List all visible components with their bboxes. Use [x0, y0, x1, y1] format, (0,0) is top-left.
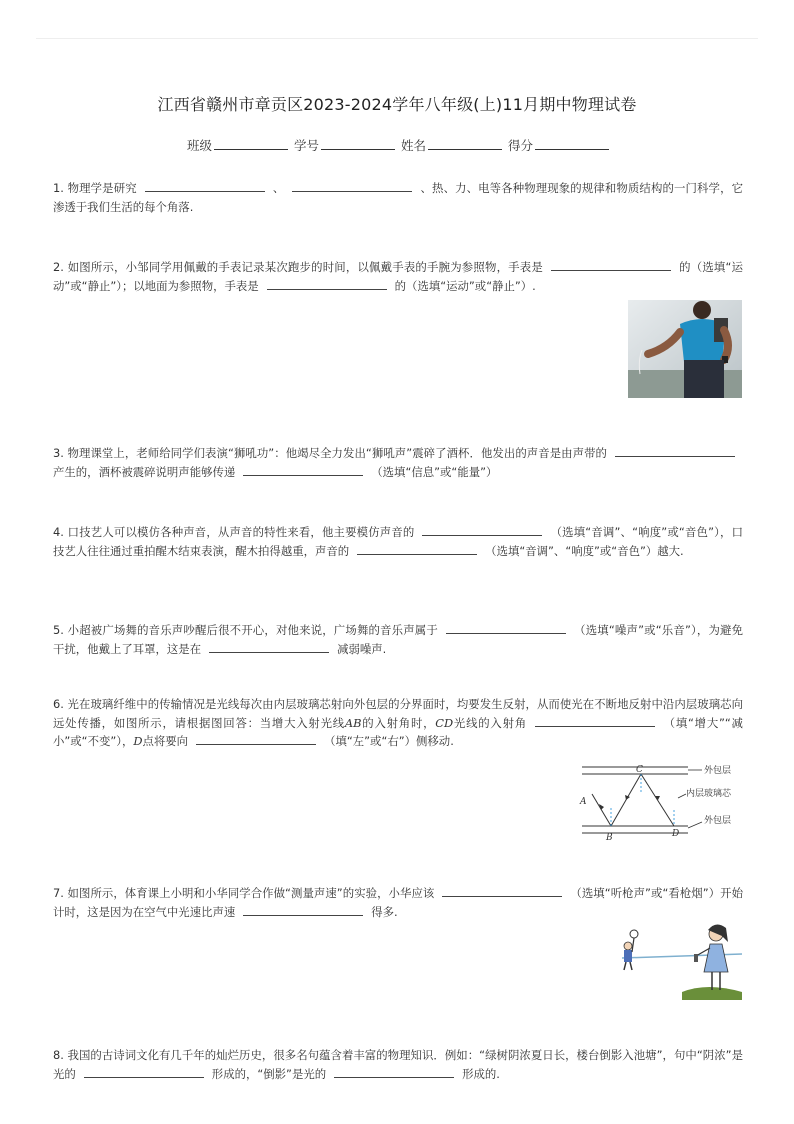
- q6-d-label: D: [133, 734, 143, 748]
- q5-text-1: 5. 小超被广场舞的音乐声吵醒后很不开心，对他来说，广场舞的音乐声属于: [53, 623, 438, 637]
- optical-fiber-svg: [578, 760, 746, 842]
- q8-text-2: 形成的，“倒影”是光的: [211, 1066, 327, 1081]
- optical-fiber-diagram: [578, 760, 746, 842]
- student-info-line: [0, 136, 794, 154]
- student-id-blank[interactable]: [321, 138, 395, 150]
- question-2: [53, 258, 743, 295]
- q2-blank-2[interactable]: [267, 278, 387, 290]
- q4-blank-1[interactable]: [422, 524, 542, 536]
- q6-text-1: 6. 光在玻璃纤维中的传输情况是光线每次由内层玻璃芯射向外包层的分界面时，均要发生反射，从而使光在不断地反射中沿内层玻璃芯向远处传播，如图所示，请根据图回答：当增大入射光线: [53, 697, 743, 730]
- label-d: D: [672, 829, 680, 839]
- q3-text-3: （选填“信息”或“能量”）: [371, 464, 498, 479]
- score-label: 得分: [507, 138, 533, 153]
- q7-text-2: （选填“听枪声”或“看枪烟”）开始计时，这是因为在空气中光速比声速: [53, 886, 743, 919]
- q1-text-2: 、: [272, 181, 285, 195]
- name-blank[interactable]: [428, 138, 502, 150]
- exam-title: 江西省赣州市章贡区2023-2024学年八年级(上)11月期中物理试卷: [157, 95, 637, 114]
- q1-text-1: 1. 物理学是研究: [53, 181, 137, 195]
- q5-text-2: （选填“噪声”或“乐音”），为避免干扰，他戴上了耳罩，这是在: [53, 623, 744, 656]
- top-divider: [36, 38, 758, 39]
- class-label: 班级: [186, 138, 212, 153]
- question-1: [53, 179, 743, 216]
- q3-blank-1[interactable]: [615, 445, 735, 457]
- q4-text-2: （选填“音调”、“响度”或“音色”），口技艺人往往通过重拍醒木结束表演，醒木拍得越重，声音的: [53, 525, 743, 558]
- name-label: 姓名: [400, 138, 426, 153]
- class-blank[interactable]: [214, 138, 288, 150]
- question-6: [53, 695, 743, 751]
- q2-blank-1[interactable]: [551, 259, 671, 271]
- sound-speed-svg: [612, 920, 744, 1000]
- inner-core-label: 内层玻璃芯: [686, 788, 732, 798]
- label-b: B: [606, 833, 613, 842]
- q7-blank-1[interactable]: [442, 885, 562, 897]
- q6-blank-2[interactable]: [196, 733, 316, 745]
- q1-text-3: 、热、力、电等各种物理现象的规律和物质结构的一门科学，它渗透于我们生活的每个角落.: [53, 181, 743, 214]
- q6-ab-label: AB: [344, 715, 362, 730]
- q4-blank-2[interactable]: [357, 543, 477, 555]
- q5-text-3: 减弱噪声.: [337, 641, 387, 656]
- q6-cd-label: CD: [435, 715, 454, 730]
- question-4: [53, 523, 743, 560]
- q2-text-1: 2. 如图所示，小邹同学用佩戴的手表记录某次跑步的时间，以佩戴手表的手腕为参照物，手表是: [53, 260, 543, 274]
- q2-text-2: 的（选填“运动”或“静止”）；以地面为参照物，手表是: [53, 260, 743, 293]
- q6-text-4: （填“增大”“减小”或“不变”），: [53, 715, 743, 748]
- question-7: [53, 884, 743, 921]
- sound-speed-experiment-illustration: [612, 920, 744, 1000]
- label-a: A: [580, 797, 587, 807]
- q7-text-3: 得多.: [371, 904, 398, 919]
- q1-blank-1[interactable]: [145, 180, 265, 192]
- q6-text-3: 光线的入射角: [453, 715, 527, 730]
- q3-blank-2[interactable]: [243, 464, 363, 476]
- label-c: C: [636, 765, 643, 775]
- q6-blank-1[interactable]: [535, 715, 655, 727]
- q6-text-6: （填“左”或“右”）侧移动.: [324, 734, 454, 748]
- q8-text-3: 形成的.: [462, 1066, 500, 1081]
- question-5: [53, 621, 743, 658]
- q8-blank-2[interactable]: [334, 1066, 454, 1078]
- q3-text-2: 产生的，酒杯被震碎说明声能够传递: [53, 464, 236, 479]
- outer-cladding-bottom-label: 外包层: [704, 815, 732, 825]
- q6-text-2: 的入射角时，: [361, 715, 436, 730]
- q7-blank-2[interactable]: [243, 904, 363, 916]
- q7-text-1: 7. 如图所示，体育课上小明和小华同学合作做“测量声速”的实验，小华应该: [53, 886, 435, 900]
- q8-text-1: 8. 我国的古诗词文化有几千年的灿烂历史，很多名句蕴含着丰富的物理知识．例如：“绿树阴浓夏日长，楼台倒影入池塘”，句中“阴浓”是光的: [53, 1048, 743, 1081]
- runner-photo: [628, 300, 742, 398]
- q3-text-1: 3. 物理课堂上，老师给同学们表演“狮吼功”：他竭尽全力发出“狮吼声”震碎了酒杯．他发出的声音是由声带的: [53, 446, 607, 460]
- q8-blank-1[interactable]: [84, 1066, 204, 1078]
- q4-text-1: 4. 口技艺人可以模仿各种声音，从声音的特性来看，他主要模仿声音的: [53, 525, 415, 539]
- q5-blank-2[interactable]: [209, 641, 329, 653]
- q1-blank-2[interactable]: [292, 180, 412, 192]
- runner-photo-illustration: [628, 300, 742, 398]
- q4-text-3: （选填“音调”、“响度”或“音色”）越大.: [485, 543, 684, 558]
- question-8: [53, 1046, 743, 1083]
- student-id-label: 学号: [293, 138, 319, 153]
- q5-blank-1[interactable]: [446, 622, 566, 634]
- q2-text-3: 的（选填“运动”或“静止”）.: [394, 278, 536, 293]
- outer-cladding-top-label: 外包层: [704, 765, 732, 775]
- score-blank[interactable]: [535, 138, 609, 150]
- q6-text-5: 点将要向: [142, 734, 189, 748]
- question-3: [53, 444, 743, 481]
